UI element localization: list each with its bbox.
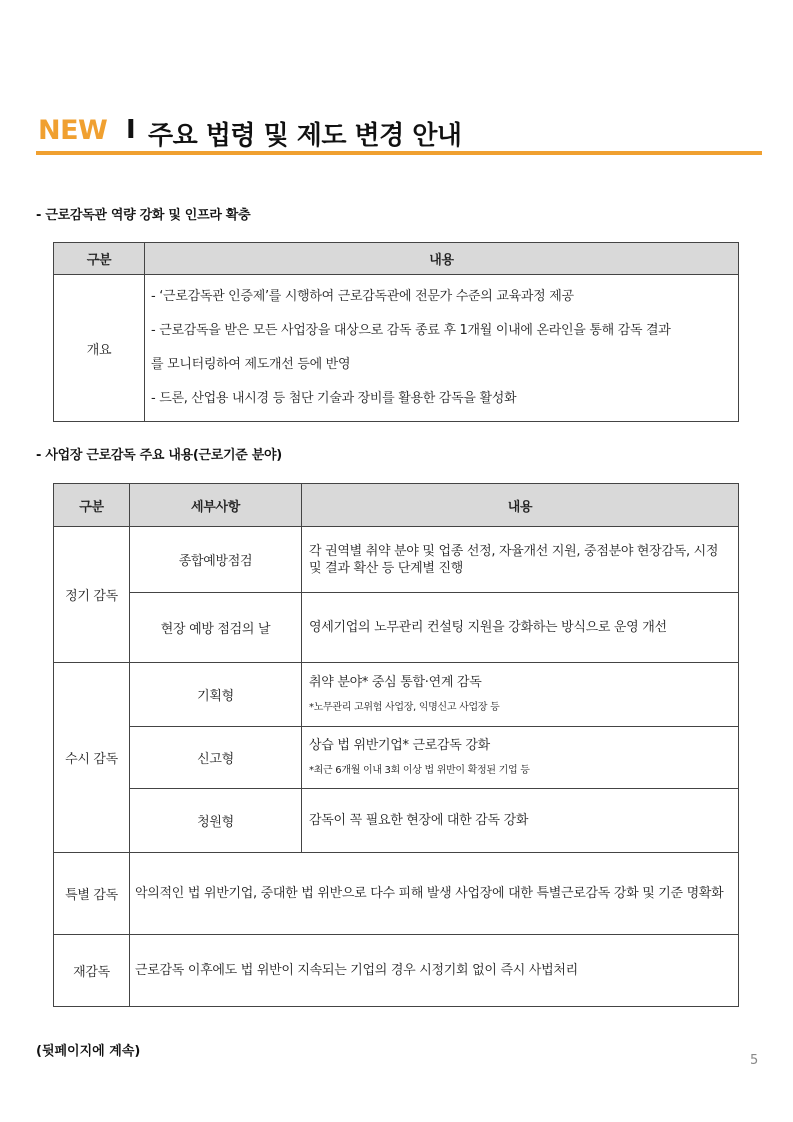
column-header-category: 구분 xyxy=(54,484,130,527)
new-badge: NEW xyxy=(38,115,108,146)
row-label-overview: 개요 xyxy=(54,275,145,422)
content-cell: 근로감독 이후에도 법 위반이 지속되는 기업의 경우 시정기회 없이 즉시 사법처리 xyxy=(130,935,739,1007)
inspector-capacity-table xyxy=(53,242,739,422)
column-header-content: 내용 xyxy=(145,243,739,275)
table-row xyxy=(54,593,739,663)
occasional-inspection-label: 수시 감독 xyxy=(54,663,130,853)
inspection-content-table xyxy=(53,483,739,1007)
page-header xyxy=(36,112,762,156)
special-inspection-label: 특별 감독 xyxy=(54,853,130,935)
table-header-row xyxy=(54,484,739,527)
detail-cell: 기획형 xyxy=(130,663,302,727)
table-header-row xyxy=(54,243,739,275)
overview-line: - 근로감독을 받은 모든 사업장을 대상으로 감독 종료 후 1개월 이내에 온라인을 통해 감독 결과 xyxy=(151,323,671,338)
regular-inspection-label: 정기 감독 xyxy=(54,527,130,663)
table-row xyxy=(54,935,739,1007)
table-row xyxy=(54,727,739,789)
header-rule xyxy=(36,151,762,155)
page-number: 5 xyxy=(750,1053,759,1068)
detail-cell: 청원형 xyxy=(130,789,302,853)
content-cell xyxy=(302,727,739,789)
reinspection-label: 재감독 xyxy=(54,935,130,1007)
section1-heading: - 근로감독관 역량 강화 및 인프라 확충 xyxy=(36,208,251,223)
table-row xyxy=(54,527,739,593)
table-row xyxy=(54,853,739,935)
content-cell: 악의적인 법 위반기업, 중대한 법 위반으로 다수 피해 발생 사업장에 대한 특별근로감독 강화 및 기준 명확화 xyxy=(130,853,739,935)
content-cell: 감독이 꼭 필요한 현장에 대한 감독 강화 xyxy=(302,789,739,853)
content-cell xyxy=(302,663,739,727)
overview-line: - ‘근로감독관 인증제’를 시행하여 근로감독관에 전문가 수준의 교육과정 제공 xyxy=(151,289,574,304)
title-separator: I xyxy=(126,115,136,145)
overview-line: - 드론, 산업용 내시경 등 첨단 기술과 장비를 활용한 감독을 활성화 xyxy=(151,391,517,406)
overview-content xyxy=(145,275,739,422)
content-note: *최근 6개월 이내 3회 이상 법 위반이 확정된 기업 등 xyxy=(309,764,530,776)
content-cell: 영세기업의 노무관리 컨설팅 지원을 강화하는 방식으로 운영 개선 xyxy=(302,593,739,663)
content-text: 상습 법 위반기업* 근로감독 강화 xyxy=(309,737,490,753)
column-header-content: 내용 xyxy=(302,484,739,527)
detail-cell: 종합예방점검 xyxy=(130,527,302,593)
table-row xyxy=(54,275,739,422)
table-row xyxy=(54,663,739,727)
detail-cell: 신고형 xyxy=(130,727,302,789)
detail-cell: 현장 예방 점검의 날 xyxy=(130,593,302,663)
continued-note: (뒷페이지에 계속) xyxy=(36,1044,141,1059)
section2-heading: - 사업장 근로감독 주요 내용(근로기준 분야) xyxy=(36,448,282,463)
column-header-detail: 세부사항 xyxy=(130,484,302,527)
page-title: 주요 법령 및 제도 변경 안내 xyxy=(148,121,462,151)
content-text: 취약 분야* 중심 통합·연계 감독 xyxy=(309,674,482,690)
content-cell: 각 권역별 취약 분야 및 업종 선정, 자율개선 지원, 중점분야 현장감독, 시정 및 결과 확산 등 단계별 진행 xyxy=(302,527,739,593)
table-row xyxy=(54,789,739,853)
content-note: *노무관리 고위험 사업장, 익명신고 사업장 등 xyxy=(309,701,500,713)
overview-line: 를 모니터링하여 제도개선 등에 반영 xyxy=(151,357,351,372)
column-header-category: 구분 xyxy=(54,243,145,275)
